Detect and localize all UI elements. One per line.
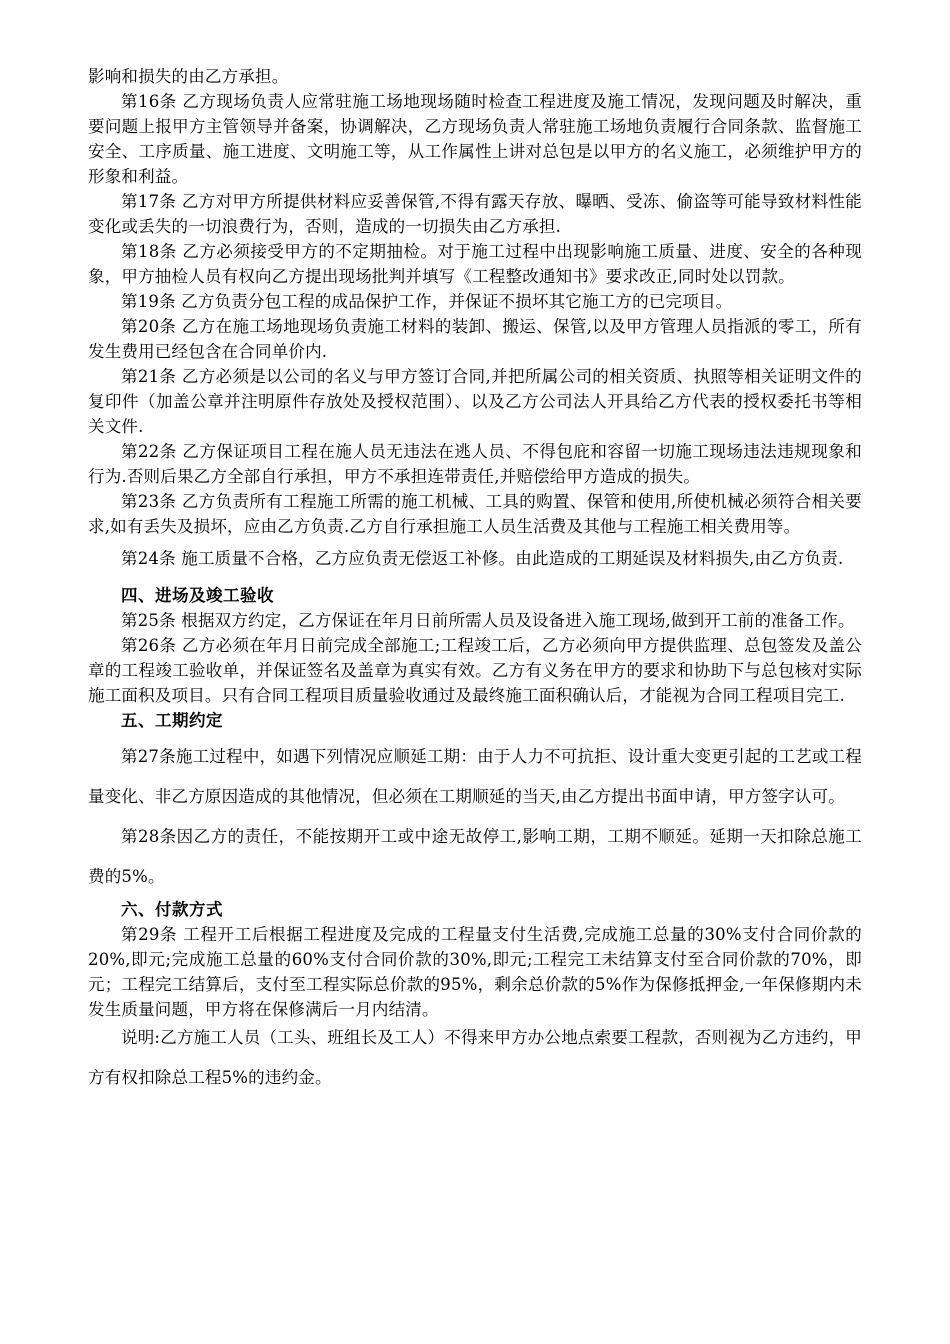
document-page (88, 64, 862, 1098)
article-19: 第19条 乙方负责分包工程的成品保护工作，并保证不损坏其它施工方的已完项目。 (121, 292, 733, 311)
article-24: 第24条 施工质量不合格，乙方应负责无偿返工补修。由此造成的工期延误及材料损失,由乙方负责. (121, 549, 844, 568)
article-20: 第20条 乙方在施工场地现场负责施工材料的装卸、搬运、保管,以及甲方管理人员指派的零工，所有发生费用已经包含在合同单价内. (88, 317, 862, 361)
article-16: 第16条 乙方现场负责人应常驻施工场地现场随时检查工程进度及施工情况，发现问题及时解决，重要问题上报甲方主管领导并备案，协调解决，乙方现场负责人常驻施工场地负责履行合同条款、监督施工安全、工序质量、施工进度、文明施工等，从工作属性上讲对总包是以甲方的名义施工，必须维护甲方的形象和利益。 (88, 92, 862, 186)
article-21: 第21条 乙方必须是以公司的名义与甲方签订合同,并把所属公司的相关资质、执照等相关证明文件的复印件（加盖公章并注明原件存放处及授权范围）、以及乙方公司法人开具给乙方代表的授权委托书等相关文件. (88, 367, 862, 436)
article-29: 第29条 工程开工后根据工程进度及完成的工程量支付生活费,完成施工总量的30%支付合同价款的20%,即元;完成施工总量的60%支付合同价款的30%,即元;工程完工未结算支付至合同价款的70%，即元；工程完工结算后，支付至工程实际总价款的95%，剩余总价款的5%作为保修抵押金,一年保修期内未发生质量问题，甲方将在保修满后一月内结清。 (88, 925, 862, 1019)
article-26: 第26条 乙方必须在年月日前完成全部施工;工程竣工后，乙方必须向甲方提供监理、总包签发及盖公章的工程竣工验收单，并保证签名及盖章为真实有效。乙方有义务在甲方的要求和协助下与总包核对实际施工面积及项目。只有合同工程项目质量验收通过及最终施工面积确认后，才能视为合同工程项目完工. (88, 636, 862, 705)
article-17: 第17条 乙方对甲方所提供材料应妥善保管,不得有露天存放、曝晒、受冻、偷盗等可能导致材料性能变化或丢失的一切浪费行为，否则，造成的一切损失由乙方承担. (88, 192, 862, 236)
article-18: 第18条 乙方必须接受甲方的不定期抽检。对于施工过程中出现影响施工质量、进度、安全的各种现象，甲方抽检人员有权向乙方提出现场批判并填写《工程整改通知书》要求改正,同时处以罚款。 (88, 242, 862, 286)
section-heading-6: 六、付款方式 (121, 900, 223, 919)
article-23: 第23条 乙方负责所有工程施工所需的施工机械、工具的购置、保管和使用,所使机械必须符合相关要求,如有丢失及损坏，应由乙方负责.乙方自行承担施工人员生活费及其他与工程施工相关费用等。 (88, 492, 862, 536)
article-25: 第25条 根据双方约定，乙方保证在年月日前所需人员及设备进入施工现场,做到开工前的准备工作。 (121, 611, 855, 630)
payment-note: 说明:乙方施工人员（工头、班组长及工人）不得来甲方办公地点索要工程款，否则视为乙方违约，甲方有权扣除总工程5%的违约金。 (88, 1028, 862, 1087)
article-27: 第27条施工过程中，如遇下列情况应顺延工期：由于人力不可抗拒、设计重大变更引起的工艺或工程量变化、非乙方原因造成的其他情况，但必须在工期顺延的当天,由乙方提出书面申请，甲方签字认可。 (88, 747, 862, 806)
section-heading-4: 四、进场及竣工验收 (121, 586, 274, 605)
article-22: 第22条 乙方保证项目工程在施人员无违法在逃人员、不得包庇和容留一切施工现场违法违规现象和行为.否则后果乙方全部自行承担，甲方不承担连带责任,并赔偿给甲方造成的损失。 (88, 442, 862, 486)
section-heading-5: 五、工期约定 (121, 711, 223, 730)
article-28: 第28条因乙方的责任，不能按期开工或中途无故停工,影响工期，工期不顺延。延期一天扣除总施工费的5%。 (88, 827, 862, 886)
paragraph-continuation: 影响和损失的由乙方承担。 (88, 67, 289, 86)
